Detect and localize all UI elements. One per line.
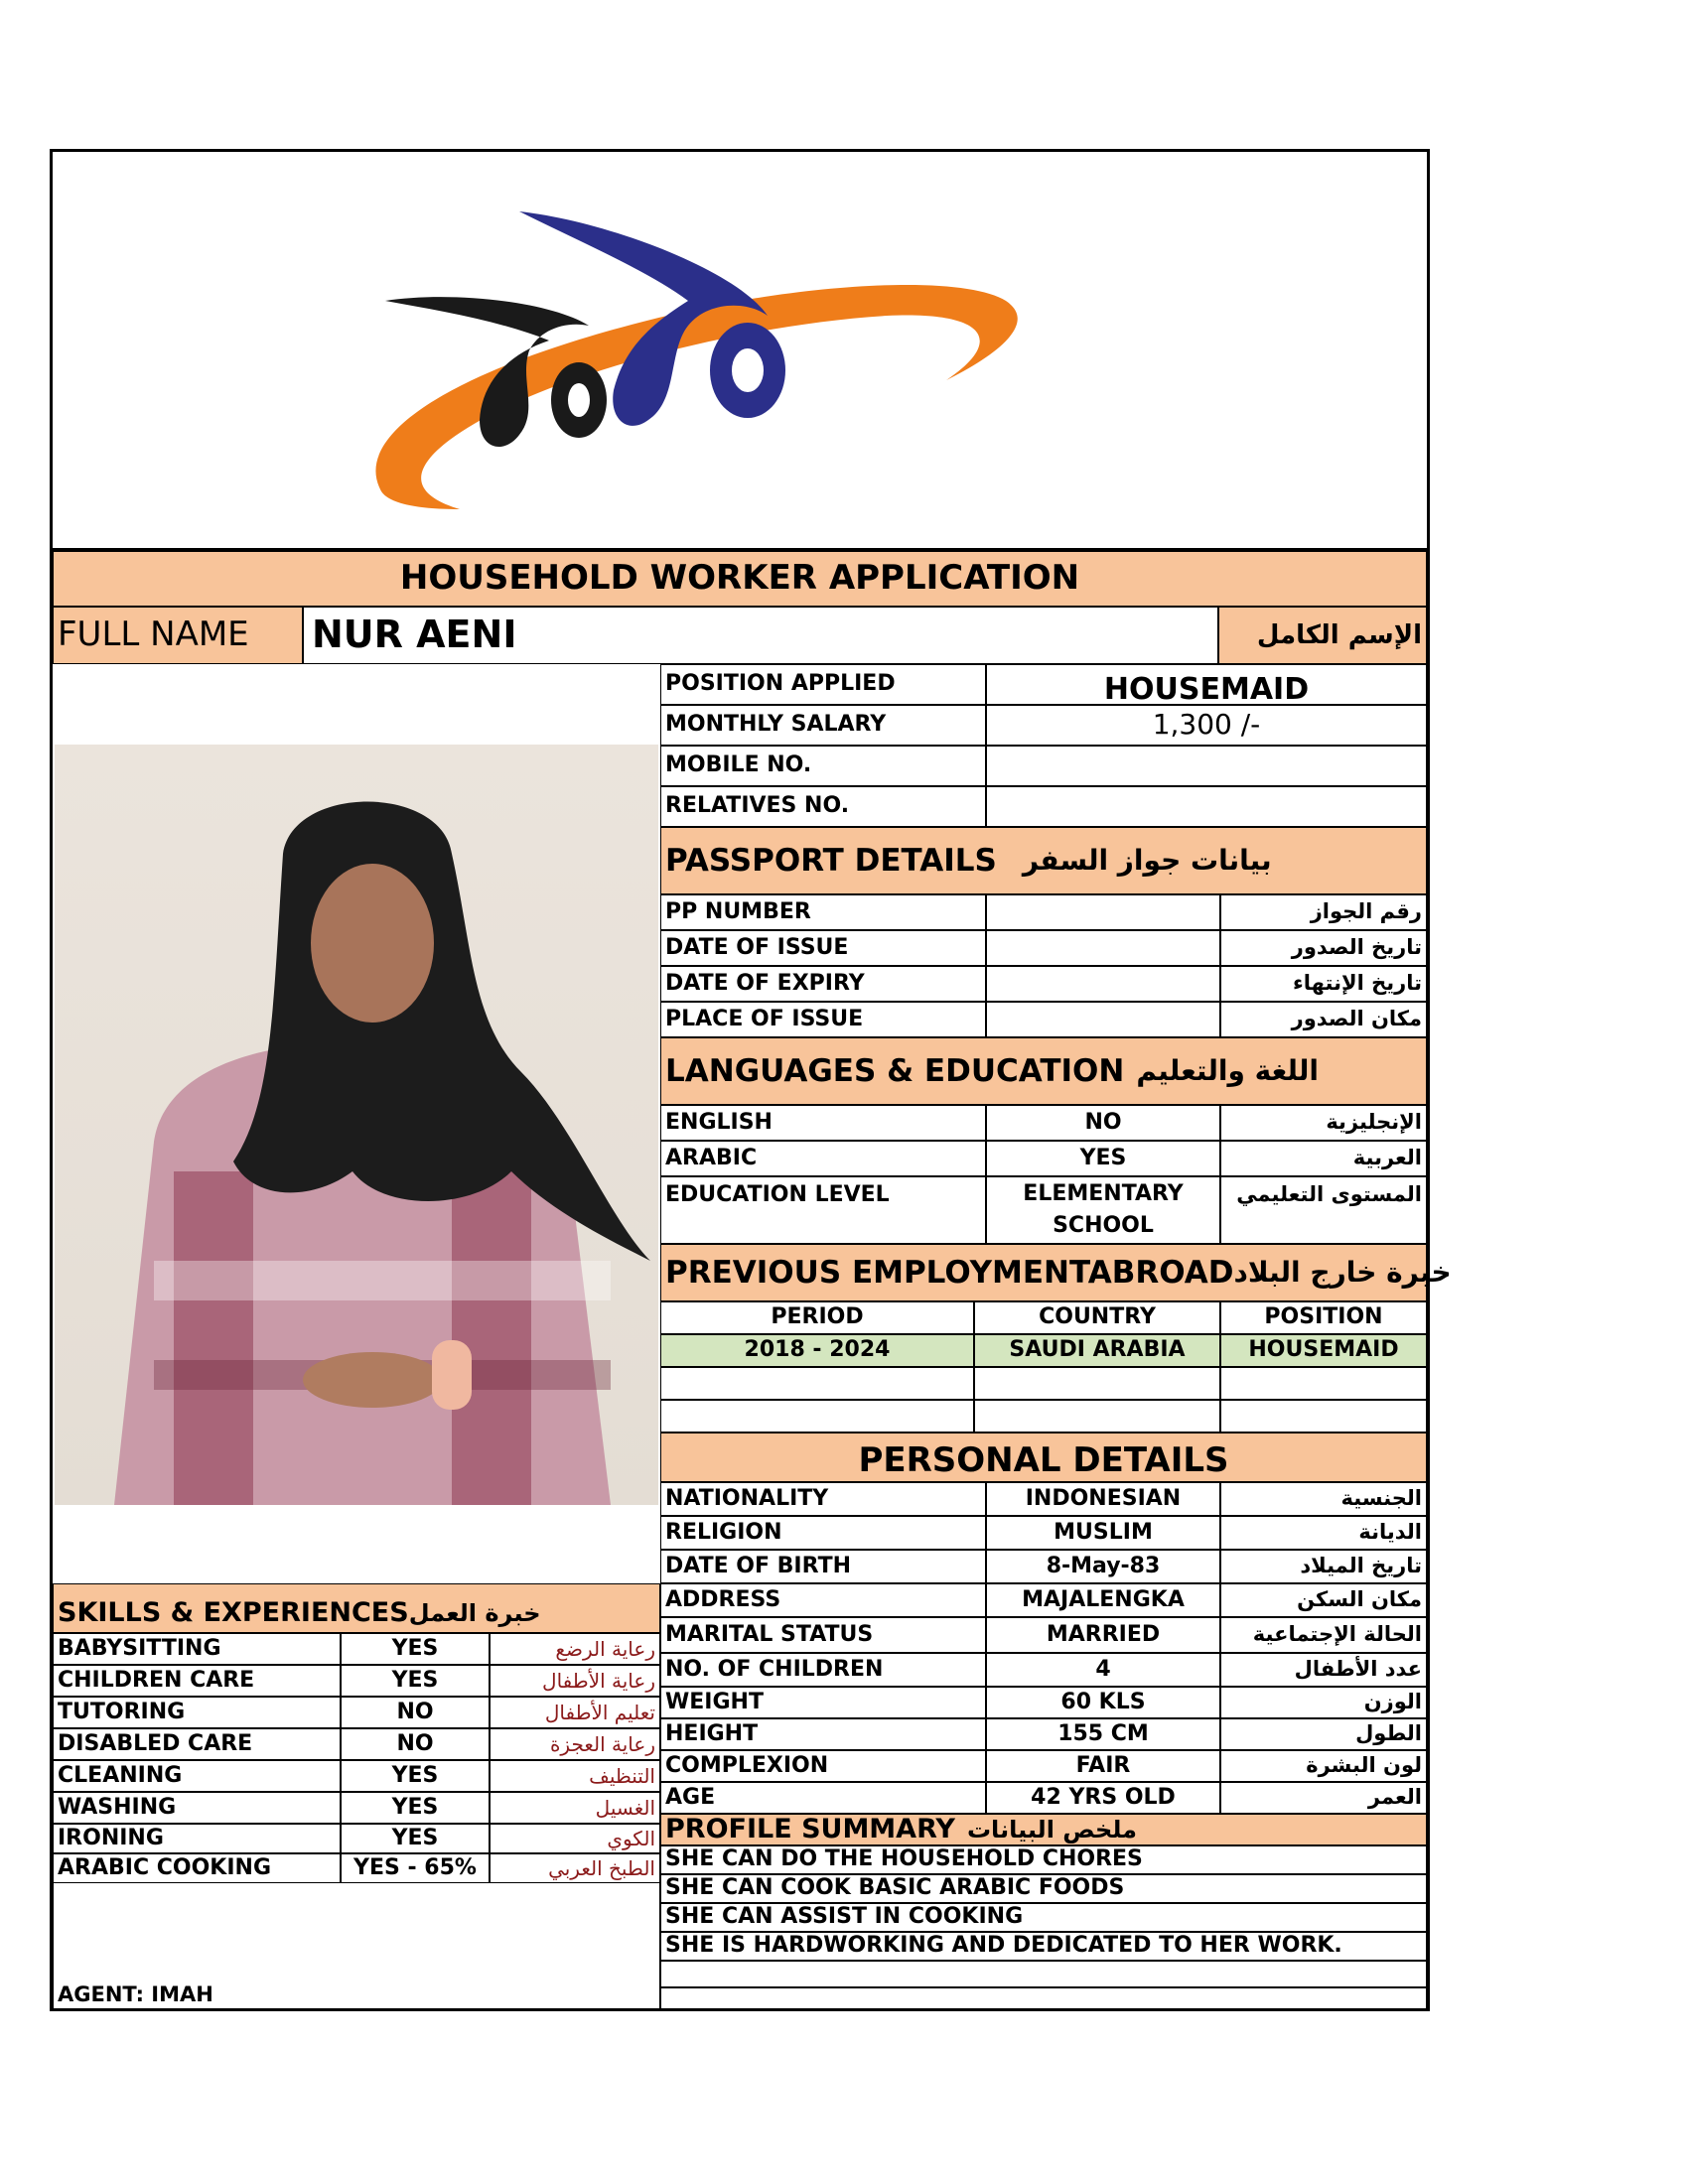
- date-of-expiry-label: DATE OF EXPIRY: [660, 966, 986, 1002]
- personal-label: MARITAL STATUS: [660, 1617, 986, 1653]
- date-of-issue-value: [986, 930, 1220, 966]
- position-applied-value: HOUSEMAID: [986, 664, 1427, 705]
- employment-col-position: POSITION: [1220, 1301, 1427, 1334]
- full-name-label: FULL NAME: [53, 607, 303, 664]
- employment-empty-cell: [660, 1367, 974, 1400]
- skill-label: DISABLED CARE: [53, 1728, 341, 1760]
- personal-value: 4: [986, 1653, 1220, 1687]
- profile-title: PROFILE SUMMARY: [665, 1814, 955, 1845]
- pp-number-value: [986, 894, 1220, 930]
- skill-value: YES: [341, 1633, 490, 1665]
- employment-row-country: SAUDI ARABIA: [974, 1334, 1220, 1367]
- page-title: HOUSEHOLD WORKER APPLICATION: [53, 551, 1427, 607]
- profile-section-header: [660, 1814, 1427, 1845]
- full-name-value: NUR AENI: [303, 607, 1218, 664]
- education-level-label-ar: المستوى التعليمي: [1220, 1176, 1427, 1244]
- personal-value: MARRIED: [986, 1617, 1220, 1653]
- skill-label-ar: رعاية الرضع: [490, 1633, 660, 1665]
- agent-label: AGENT: IMAH: [53, 1883, 660, 2011]
- skill-label-ar: تعليم الأطفال: [490, 1697, 660, 1728]
- skill-label: WASHING: [53, 1792, 341, 1824]
- skill-label-ar: التنظيف: [490, 1760, 660, 1792]
- personal-label-ar: الديانة: [1220, 1516, 1427, 1550]
- profile-line: [660, 1987, 1427, 2011]
- profile-title-ar: ملخص البيانات: [966, 1815, 1137, 1843]
- pp-number-label-ar: رقم الجواز: [1220, 894, 1427, 930]
- personal-label-ar: عدد الأطفال: [1220, 1653, 1427, 1687]
- position-applied-label: POSITION APPLIED: [660, 664, 986, 705]
- skill-value: YES: [341, 1665, 490, 1697]
- date-of-expiry-label-ar: تاريخ الإنتهاء: [1220, 966, 1427, 1002]
- employment-empty-cell: [1220, 1400, 1427, 1433]
- skill-label-ar: رعاية العجزة: [490, 1728, 660, 1760]
- skill-label: IRONING: [53, 1824, 341, 1853]
- education-level-label: EDUCATION LEVEL: [660, 1176, 986, 1244]
- skills-title-ar: خبرة العمل: [408, 1598, 541, 1627]
- personal-value: MUSLIM: [986, 1516, 1220, 1550]
- personal-value: MAJALENGKA: [986, 1583, 1220, 1617]
- personal-value: 42 YRS OLD: [986, 1782, 1220, 1814]
- personal-label: HEIGHT: [660, 1718, 986, 1750]
- education-level-line2: SCHOOL: [1053, 1213, 1154, 1238]
- monthly-salary-label: MONTHLY SALARY: [660, 705, 986, 746]
- full-name-label-ar: الإسم الكامل: [1218, 607, 1427, 664]
- passport-title-ar: بيانات جواز السفر: [1022, 843, 1272, 877]
- personal-label: DATE OF BIRTH: [660, 1550, 986, 1583]
- employment-title: PREVIOUS EMPLOYMENTABROAD: [665, 1254, 1234, 1291]
- skill-value: NO: [341, 1728, 490, 1760]
- personal-label: NO. OF CHILDREN: [660, 1653, 986, 1687]
- skill-label-ar: الكوي: [490, 1824, 660, 1853]
- employment-empty-cell: [1220, 1367, 1427, 1400]
- skill-value: YES: [341, 1760, 490, 1792]
- skill-value: YES: [341, 1824, 490, 1853]
- passport-title: PASSPORT DETAILS: [665, 842, 997, 879]
- personal-label-ar: الطول: [1220, 1718, 1427, 1750]
- skill-label: TUTORING: [53, 1697, 341, 1728]
- arabic-label: ARABIC: [660, 1141, 986, 1176]
- personal-section-header: PERSONAL DETAILS: [660, 1433, 1427, 1482]
- skills-title: SKILLS & EXPERIENCES: [58, 1597, 409, 1629]
- date-of-issue-label-ar: تاريخ الصدور: [1220, 930, 1427, 966]
- personal-label-ar: الحالة الإجتماعية: [1220, 1617, 1427, 1653]
- application-sheet: [50, 149, 1452, 2011]
- company-logo: [53, 152, 1427, 547]
- pp-number-label: PP NUMBER: [660, 894, 986, 930]
- mobile-no-label: MOBILE NO.: [660, 746, 986, 786]
- arabic-label-ar: العربية: [1220, 1141, 1427, 1176]
- employment-empty-cell: [660, 1400, 974, 1433]
- place-of-issue-label-ar: مكان الصدور: [1220, 1002, 1427, 1037]
- education-level-line1: ELEMENTARY: [1023, 1180, 1184, 1206]
- passport-section-header: [660, 827, 1427, 894]
- personal-label-ar: تاريخ الميلاد: [1220, 1550, 1427, 1583]
- employment-section-header: [660, 1244, 1452, 1301]
- mobile-no-value: [986, 746, 1427, 786]
- skill-value: YES - 65%: [341, 1853, 490, 1883]
- employment-col-period: PERIOD: [660, 1301, 974, 1334]
- profile-line: [660, 1961, 1427, 1987]
- employment-row-position: HOUSEMAID: [1220, 1334, 1427, 1367]
- skill-value: NO: [341, 1697, 490, 1728]
- skill-label-ar: رعاية الأطفال: [490, 1665, 660, 1697]
- employment-col-country: COUNTRY: [974, 1301, 1220, 1334]
- languages-section-header: [660, 1037, 1427, 1105]
- date-of-expiry-value: [986, 966, 1220, 1002]
- personal-label: COMPLEXION: [660, 1750, 986, 1782]
- personal-value: 155 CM: [986, 1718, 1220, 1750]
- skill-label-ar: الغسيل: [490, 1792, 660, 1824]
- profile-line: SHE CAN DO THE HOUSEHOLD CHORES: [660, 1845, 1427, 1874]
- profile-line: SHE CAN ASSIST IN COOKING: [660, 1903, 1427, 1932]
- education-level-value: [986, 1176, 1220, 1244]
- place-of-issue-label: PLACE OF ISSUE: [660, 1002, 986, 1037]
- monthly-salary-value: 1,300 /-: [986, 705, 1427, 746]
- skill-value: YES: [341, 1792, 490, 1824]
- languages-title-ar: اللغة والتعليم: [1136, 1053, 1319, 1087]
- personal-label: RELIGION: [660, 1516, 986, 1550]
- languages-title: LANGUAGES & EDUCATION: [665, 1052, 1125, 1089]
- personal-label: WEIGHT: [660, 1687, 986, 1718]
- personal-label-ar: الوزن: [1220, 1687, 1427, 1718]
- skills-section-header: [53, 1583, 660, 1633]
- personal-label-ar: العمر: [1220, 1782, 1427, 1814]
- profile-line: SHE IS HARDWORKING AND DEDICATED TO HER WORK.: [660, 1932, 1427, 1961]
- english-label-ar: الإنجليزية: [1220, 1105, 1427, 1141]
- relatives-no-value: [986, 786, 1427, 827]
- employment-row-period: 2018 - 2024: [660, 1334, 974, 1367]
- personal-label: NATIONALITY: [660, 1482, 986, 1516]
- personal-label-ar: مكان السكن: [1220, 1583, 1427, 1617]
- personal-label-ar: الجنسية: [1220, 1482, 1427, 1516]
- personal-value: INDONESIAN: [986, 1482, 1220, 1516]
- arabic-value: YES: [986, 1141, 1220, 1176]
- skill-label: CHILDREN CARE: [53, 1665, 341, 1697]
- personal-value: 8-May-83: [986, 1550, 1220, 1583]
- applicant-photo: [55, 745, 658, 1505]
- relatives-no-label: RELATIVES NO.: [660, 786, 986, 827]
- person-photo-icon: [55, 745, 658, 1505]
- personal-value: FAIR: [986, 1750, 1220, 1782]
- profile-line: SHE CAN COOK BASIC ARABIC FOODS: [660, 1874, 1427, 1903]
- date-of-issue-label: DATE OF ISSUE: [660, 930, 986, 966]
- employment-empty-cell: [974, 1400, 1220, 1433]
- personal-label: AGE: [660, 1782, 986, 1814]
- skill-label: ARABIC COOKING: [53, 1853, 341, 1883]
- employment-empty-cell: [974, 1367, 1220, 1400]
- place-of-issue-value: [986, 1002, 1220, 1037]
- skill-label: CLEANING: [53, 1760, 341, 1792]
- employment-title-ar: خبرة خارج البلاد: [1233, 1255, 1452, 1289]
- personal-value: 60 KLS: [986, 1687, 1220, 1718]
- personal-label: ADDRESS: [660, 1583, 986, 1617]
- skill-label-ar: الطبخ العربي: [490, 1853, 660, 1883]
- skill-label: BABYSITTING: [53, 1633, 341, 1665]
- logo-area: [53, 152, 1427, 551]
- english-value: NO: [986, 1105, 1220, 1141]
- english-label: ENGLISH: [660, 1105, 986, 1141]
- personal-label-ar: لون البشرة: [1220, 1750, 1427, 1782]
